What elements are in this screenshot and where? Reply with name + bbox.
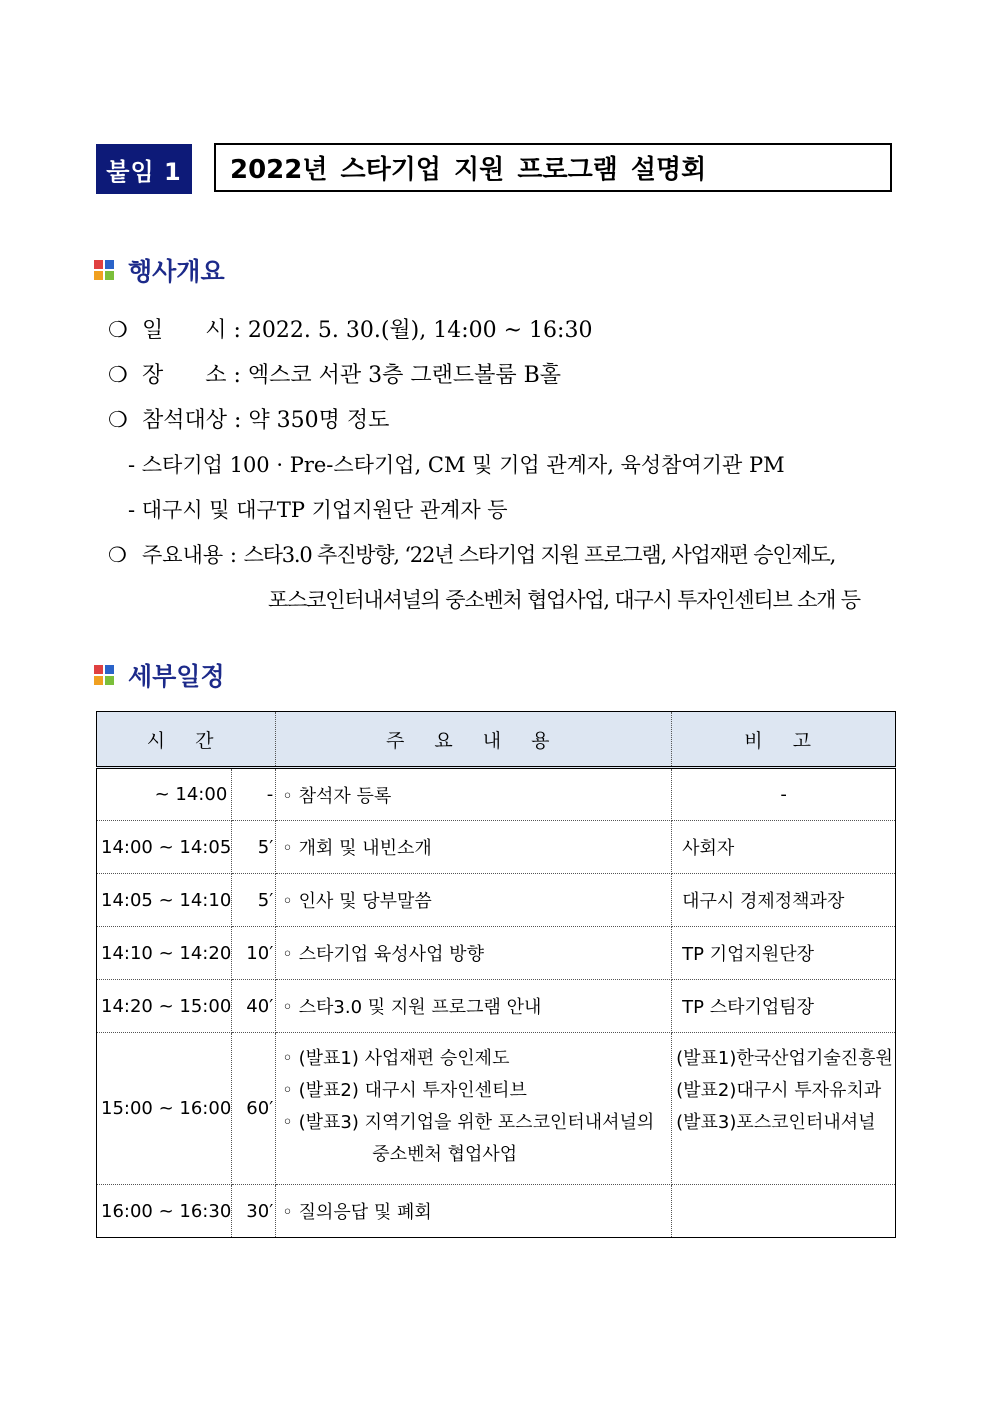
content-line: ◦ (발표1) 사업재편 승인제도 [282, 1048, 510, 1069]
table-row [97, 927, 896, 980]
note-line: (발표3)포스코인터내셔널 [676, 1112, 876, 1133]
column-header-time: 시 간 [97, 712, 276, 768]
time-cell: 14:10 ~ 14:20 [97, 927, 232, 980]
table-row [97, 768, 896, 821]
content-line: 중소벤처 협업사업 [372, 1144, 518, 1165]
colored-squares-icon [94, 665, 114, 685]
attachment-tag: 붙임 1 [96, 144, 192, 194]
schedule-table [96, 711, 896, 1238]
time-cell: 14:05 ~ 14:10 [97, 874, 232, 927]
schedule-heading-label: 세부일정 [128, 662, 225, 691]
duration-cell: 5′ [232, 874, 276, 927]
note-cell: 사회자 [672, 821, 896, 874]
place-value: 엑스코 서관 3층 그랜드볼룸 B홀 [247, 363, 562, 388]
content-line: ◦ (발표3) 지역기업을 위한 포스코인터내셔널의 [282, 1112, 655, 1133]
overview-heading-label: 행사개요 [128, 257, 225, 286]
time-cell: 14:00 ~ 14:05 [97, 821, 232, 874]
content-cell: ◦ 스타기업 육성사업 방향 [276, 927, 672, 980]
colored-squares-icon [94, 260, 114, 280]
content-cell: ◦ 질의응답 및 폐회 [276, 1185, 672, 1238]
table-row [97, 1185, 896, 1238]
attendees-sub2: - 대구시 및 대구TP 기업지원단 관계자 등 [128, 498, 508, 522]
content-line: ◦ (발표2) 대구시 투자인센티브 [282, 1080, 527, 1101]
note-cell [672, 1185, 896, 1238]
overview-heading [94, 255, 225, 285]
place-line [108, 358, 561, 389]
content-cell: ◦ 스타3.0 및 지원 프로그램 안내 [276, 980, 672, 1033]
main-content-label: 주요내용 : [142, 543, 237, 567]
note-cell: TP 스타기업팀장 [672, 980, 896, 1033]
content-cell: ◦ 인사 및 당부말씀 [276, 874, 672, 927]
date-line [108, 313, 592, 344]
main-content-value-1: 스타3.0 추진방향, ‘22년 스타기업 지원 프로그램, 사업재편 승인제도, [243, 543, 836, 567]
duration-cell: 10′ [232, 927, 276, 980]
note-line: (발표1)한국산업기술진흥원 [676, 1048, 893, 1069]
content-cell: ◦ 개회 및 내빈소개 [276, 821, 672, 874]
attendees-value: 약 350명 정도 [248, 408, 390, 433]
duration-cell: 60′ [232, 1033, 276, 1185]
duration-cell: 30′ [232, 1185, 276, 1238]
table-row [97, 874, 896, 927]
note-cell: 대구시 경제정책과장 [672, 874, 896, 927]
table-row [97, 821, 896, 874]
date-label: 일 시 : [142, 318, 241, 343]
duration-cell: - [232, 768, 276, 821]
time-cell: 14:20 ~ 15:00 [97, 980, 232, 1033]
document-title: 2022년 스타기업 지원 프로그램 설명회 [214, 143, 892, 192]
column-header-note: 비 고 [672, 712, 896, 768]
date-value: 2022. 5. 30.(월), 14:00 ~ 16:30 [247, 318, 593, 343]
attendees-line [108, 403, 389, 434]
schedule-heading [94, 660, 225, 690]
attendees-label: 참석대상 : [142, 408, 242, 433]
main-content-value-2: 포스코인터내셔널의 중소벤처 협업사업, 대구시 투자인센티브 소개 등 [268, 588, 860, 612]
table-row [97, 1033, 896, 1185]
table-header-row [97, 712, 896, 768]
place-label: 장 소 : [142, 363, 241, 388]
time-cell: ~ 14:00 [97, 768, 232, 821]
note-cell: TP 기업지원단장 [672, 927, 896, 980]
bullet-circle-icon: ❍ [108, 408, 128, 433]
bullet-circle-icon: ❍ [108, 318, 128, 343]
table-row [97, 980, 896, 1033]
note-line: (발표2)대구시 투자유치과 [676, 1080, 882, 1101]
bullet-circle-icon: ❍ [108, 543, 127, 567]
note-cell [672, 1033, 896, 1185]
time-cell: 16:00 ~ 16:30 [97, 1185, 232, 1238]
attendees-sub1: - 스타기업 100 · Pre-스타기업, CM 및 기업 관계자, 육성참여기관 PM [128, 453, 785, 477]
content-cell [276, 1033, 672, 1185]
bullet-circle-icon: ❍ [108, 363, 128, 388]
main-content-line [108, 539, 835, 569]
duration-cell: 40′ [232, 980, 276, 1033]
duration-cell: 5′ [232, 821, 276, 874]
note-cell: - [672, 768, 896, 821]
content-cell: ◦ 참석자 등록 [276, 768, 672, 821]
column-header-content: 주 요 내 용 [276, 712, 672, 768]
time-cell: 15:00 ~ 16:00 [97, 1033, 232, 1185]
